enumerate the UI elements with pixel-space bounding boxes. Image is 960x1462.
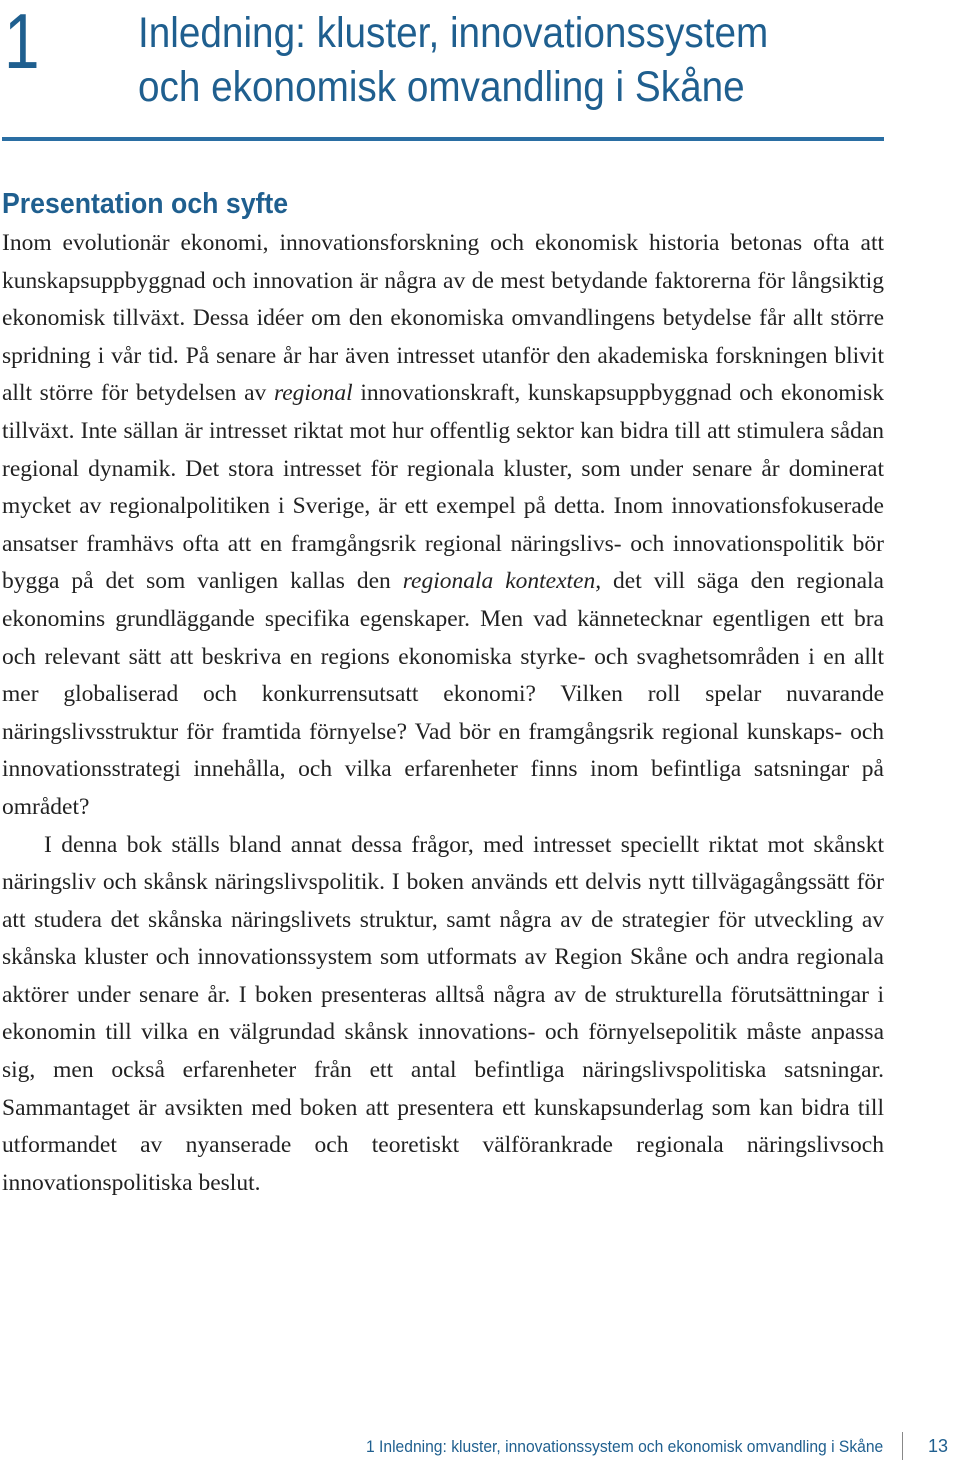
section-heading: Presentation och syfte bbox=[2, 188, 289, 220]
paragraph-2: I denna bok ställs bland annat dessa frågor, med intresset speciellt riktat mot skånskt näringsliv och skånsk näringslivspolitik. I boken används ett delvis nytt tillvägagångssätt för att studera det skånska näringslivets struktur, samt några av de strategier för utveckling av skånska kluster och innovationssystem som utformats av Region Skåne och andra regionala aktörer under senare år. I boken presenteras alltså några av de strukturella förutsättningar i ekonomin till vilka en välgrundad skånsk innovations- och förnyelsepolitik måste anpassa sig, men också erfarenheter från ett antal befintliga näringslivspolitiska satsningar. Sammantaget är avsikten med boken att presentera ett kunskapsunderlag som kan bidra till utformandet av nyanserade och teoretiskt välförankrade regionala näringslivsoch innovationspolitiska beslut. bbox=[2, 831, 884, 1196]
running-footer: 1 Inledning: kluster, innovationssystem och ekonomisk omvandling i Skåne bbox=[365, 1437, 883, 1456]
italic-regionala-kontexten: regionala kontexten, bbox=[402, 568, 602, 595]
paragraph-1-part3: det vill säga den regionala ekonomins grundläggande specifika egenskaper. Men vad kännetecknar egentligen ett bra och relevant sätt att beskriva en regions ekonomiska styrke- och svaghetsområden i en allt mer globaliserad och konkurrensutsatt ekonomi? Vilken roll spelar nuvarande näringslivsstruktur för framtida förnyelse? Vad bör en framgångsrik regional kunskaps- och innovationsstrategi innehålla, och vilka erfarenheter finns inom befintliga satsningar på området? bbox=[2, 568, 884, 820]
title-divider bbox=[2, 137, 884, 141]
paragraph-1 bbox=[2, 225, 884, 827]
chapter-title bbox=[138, 6, 822, 114]
paragraph-1-part2: innovationskraft, kunskapsuppbyggnad och ekonomisk tillväxt. Inte sällan är intresset riktat mot hur offentlig sektor kan bidra till att stimulera sådan regional dynamik. Det stora intresset för regionala kluster, som under senare år dominerat mycket av regionalpolitiken i Sverige, är ett exempel på detta. Inom innovationsfokuserade ansatser framhävs ofta att en framgångsrik regional näringslivs- och innovationspolitik bör bygga på det som vanligen kallas den bbox=[2, 380, 884, 595]
page-number: 13 bbox=[928, 1436, 949, 1456]
paragraph-1-part1: Inom evolutionär ekonomi, innovationsforskning och ekonomisk historia betonas ofta att kunskapsuppbyggnad och innovation är några av de mest betydande faktorerna för långsiktig ekonomisk tillväxt. Dessa idéer om den ekonomiska omvandlingens betydelse får allt större spridning i vår tid. På senare år har även intresset utanför den akademiska forskningen blivit allt större för betydelsen av bbox=[2, 230, 884, 407]
chapter-number: 1 bbox=[4, 0, 38, 85]
italic-regional: regional bbox=[273, 380, 353, 407]
chapter-title-line1: Inledning: kluster, innovationssystem bbox=[138, 9, 769, 57]
body-text bbox=[2, 225, 884, 1202]
chapter-title-line2: och ekonomisk omvandling i Skåne bbox=[138, 63, 745, 111]
footer-divider bbox=[902, 1432, 903, 1460]
